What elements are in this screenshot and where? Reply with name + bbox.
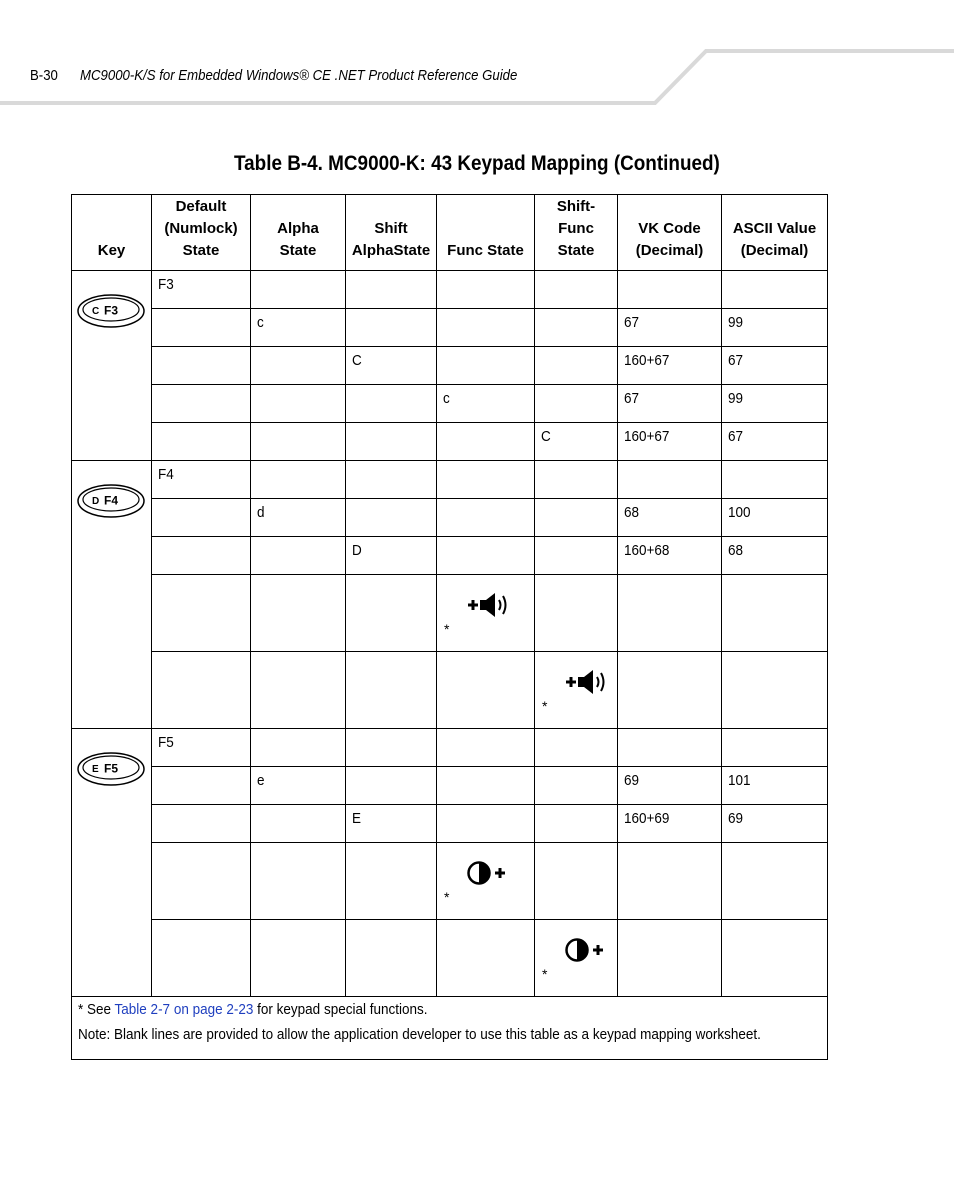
volume-up-icon [563, 667, 611, 697]
table-row [72, 843, 828, 920]
cell-ascii: 67 [722, 347, 828, 385]
cell-ascii [722, 843, 828, 920]
table-row [72, 423, 828, 461]
contrast-up-icon [563, 935, 611, 965]
cell-vk: 160+67 [618, 423, 722, 461]
cell-default: F5 [152, 729, 251, 767]
table-row [72, 805, 828, 843]
cell-alpha [251, 385, 346, 423]
cell-shift-func [535, 575, 618, 652]
cell-default [152, 347, 251, 385]
table-footnote: * See Table 2-7 on page 2-23 for keypad special functions. Note: Blank lines are provided to allow the application developer to use this table as a keypad mapping worksheet. [72, 997, 828, 1060]
footnote-mark: * [542, 966, 548, 982]
worksheet-note: Note: Blank lines are provided to allow the application developer to use this table as a keypad mapping worksheet. [78, 1026, 761, 1043]
cell-alpha [251, 920, 346, 997]
cell-shift-func [535, 309, 618, 347]
cell-default [152, 767, 251, 805]
cell-vk [618, 271, 722, 309]
cell-func [437, 843, 535, 920]
cell-ascii [722, 575, 828, 652]
page-number: B-30 [30, 67, 58, 84]
cell-shift-alpha [346, 843, 437, 920]
cell-shift-func [535, 652, 618, 729]
cell-ascii [722, 271, 828, 309]
cell-default [152, 652, 251, 729]
cell-shift-func [535, 843, 618, 920]
cell-shift-func [535, 729, 618, 767]
cell-shift-func: C [535, 423, 618, 461]
cell-func [437, 537, 535, 575]
cell-shift-func [535, 385, 618, 423]
cell-default [152, 423, 251, 461]
cell-shift-alpha [346, 309, 437, 347]
cell-shift-alpha [346, 652, 437, 729]
footnote-mark: * [444, 889, 450, 905]
cell-shift-alpha [346, 729, 437, 767]
cell-ascii [722, 652, 828, 729]
footnote-mark: * [444, 621, 450, 637]
cell-shift-alpha [346, 271, 437, 309]
cell-ascii [722, 920, 828, 997]
cell-vk: 67 [618, 385, 722, 423]
table-row [72, 499, 828, 537]
cell-vk: 68 [618, 499, 722, 537]
cell-ascii: 69 [722, 805, 828, 843]
column-header-default: Default (Numlock) State [152, 195, 251, 271]
keypad-mapping-table [71, 194, 828, 1060]
cell-shift-alpha [346, 575, 437, 652]
cell-alpha [251, 461, 346, 499]
cell-alpha: c [251, 309, 346, 347]
cell-default [152, 843, 251, 920]
volume-up-icon [465, 590, 513, 620]
cell-shift-alpha [346, 920, 437, 997]
column-header-alpha: Alpha State [251, 195, 346, 271]
cell-shift-func [535, 767, 618, 805]
cell-vk: 160+69 [618, 805, 722, 843]
table-row [72, 767, 828, 805]
cell-ascii [722, 729, 828, 767]
cell-vk [618, 729, 722, 767]
column-header-ascii: ASCII Value (Decimal) [722, 195, 828, 271]
cell-func [437, 271, 535, 309]
cell-alpha [251, 537, 346, 575]
cell-func [437, 499, 535, 537]
cell-ascii: 67 [722, 423, 828, 461]
cell-ascii [722, 461, 828, 499]
cell-vk [618, 575, 722, 652]
cell-func: c [437, 385, 535, 423]
cell-alpha [251, 652, 346, 729]
cell-alpha [251, 843, 346, 920]
table-row [72, 537, 828, 575]
svg-text:F3: F3 [104, 303, 119, 318]
footnote-mark: * [542, 698, 548, 714]
cell-shift-func [535, 271, 618, 309]
cell-ascii: 68 [722, 537, 828, 575]
svg-text:F5: F5 [104, 761, 119, 776]
table-row [72, 729, 828, 767]
cell-shift-func [535, 920, 618, 997]
cell-alpha [251, 729, 346, 767]
cell-default [152, 805, 251, 843]
cell-alpha: d [251, 499, 346, 537]
cell-shift-func [535, 461, 618, 499]
cell-func [437, 767, 535, 805]
cell-default: F4 [152, 461, 251, 499]
cell-shift-func [535, 805, 618, 843]
table-row [72, 461, 828, 499]
cell-alpha: e [251, 767, 346, 805]
cell-default [152, 309, 251, 347]
table-row [72, 385, 828, 423]
cell-default [152, 920, 251, 997]
column-header-func: Func State [437, 195, 535, 271]
document-title: MC9000-K/S for Embedded Windows® CE .NET Product Reference Guide [80, 67, 518, 84]
table-row [72, 309, 828, 347]
cell-ascii: 99 [722, 385, 828, 423]
table-row [72, 271, 828, 309]
cell-default [152, 575, 251, 652]
cell-shift-alpha: D [346, 537, 437, 575]
cell-func [437, 309, 535, 347]
cell-shift-func [535, 499, 618, 537]
cell-shift-alpha [346, 461, 437, 499]
cell-default [152, 499, 251, 537]
cell-ascii: 101 [722, 767, 828, 805]
cell-default [152, 537, 251, 575]
key-cell [72, 271, 152, 461]
svg-text:E: E [92, 764, 99, 775]
table-row [72, 575, 828, 652]
cell-shift-alpha [346, 499, 437, 537]
cell-default [152, 385, 251, 423]
cell-shift-alpha: C [346, 347, 437, 385]
header-rule [0, 0, 954, 110]
cell-shift-alpha [346, 423, 437, 461]
cell-shift-alpha [346, 385, 437, 423]
cell-shift-func [535, 347, 618, 385]
table-row [72, 920, 828, 997]
cell-shift-alpha [346, 767, 437, 805]
table-2-7-link[interactable]: Table 2-7 on page 2-23 [114, 1001, 254, 1018]
svg-text:F4: F4 [104, 493, 119, 508]
cell-func [437, 461, 535, 499]
table-row [72, 652, 828, 729]
cell-alpha [251, 423, 346, 461]
cell-default: F3 [152, 271, 251, 309]
key-cell [72, 461, 152, 729]
key-f5-icon [77, 751, 145, 787]
cell-alpha [251, 805, 346, 843]
cell-alpha [251, 271, 346, 309]
cell-func [437, 575, 535, 652]
cell-func [437, 347, 535, 385]
cell-vk: 69 [618, 767, 722, 805]
column-header-vk: VK Code (Decimal) [618, 195, 722, 271]
contrast-up-icon [465, 858, 513, 888]
cell-vk: 160+68 [618, 537, 722, 575]
cell-vk [618, 652, 722, 729]
cell-func [437, 652, 535, 729]
cell-alpha [251, 575, 346, 652]
table-title: Table B-4. MC9000-K: 43 Keypad Mapping (Continued) [234, 152, 720, 175]
cell-alpha [251, 347, 346, 385]
cell-shift-alpha: E [346, 805, 437, 843]
column-header-key: Key [72, 195, 152, 271]
svg-text:C: C [92, 306, 100, 317]
cell-vk [618, 843, 722, 920]
column-header-shift-func: Shift- Func State [535, 195, 618, 271]
cell-ascii: 100 [722, 499, 828, 537]
table-row [72, 347, 828, 385]
cell-vk [618, 920, 722, 997]
cell-func [437, 729, 535, 767]
svg-text:D: D [92, 496, 100, 507]
key-cell [72, 729, 152, 997]
cell-func [437, 920, 535, 997]
key-f3-icon [77, 293, 145, 329]
cell-vk [618, 461, 722, 499]
cell-shift-func [535, 537, 618, 575]
cell-ascii: 99 [722, 309, 828, 347]
cell-vk: 67 [618, 309, 722, 347]
column-header-shift-alpha: Shift AlphaState [346, 195, 437, 271]
cell-vk: 160+67 [618, 347, 722, 385]
key-f4-icon [77, 483, 145, 519]
cell-func [437, 805, 535, 843]
cell-func [437, 423, 535, 461]
